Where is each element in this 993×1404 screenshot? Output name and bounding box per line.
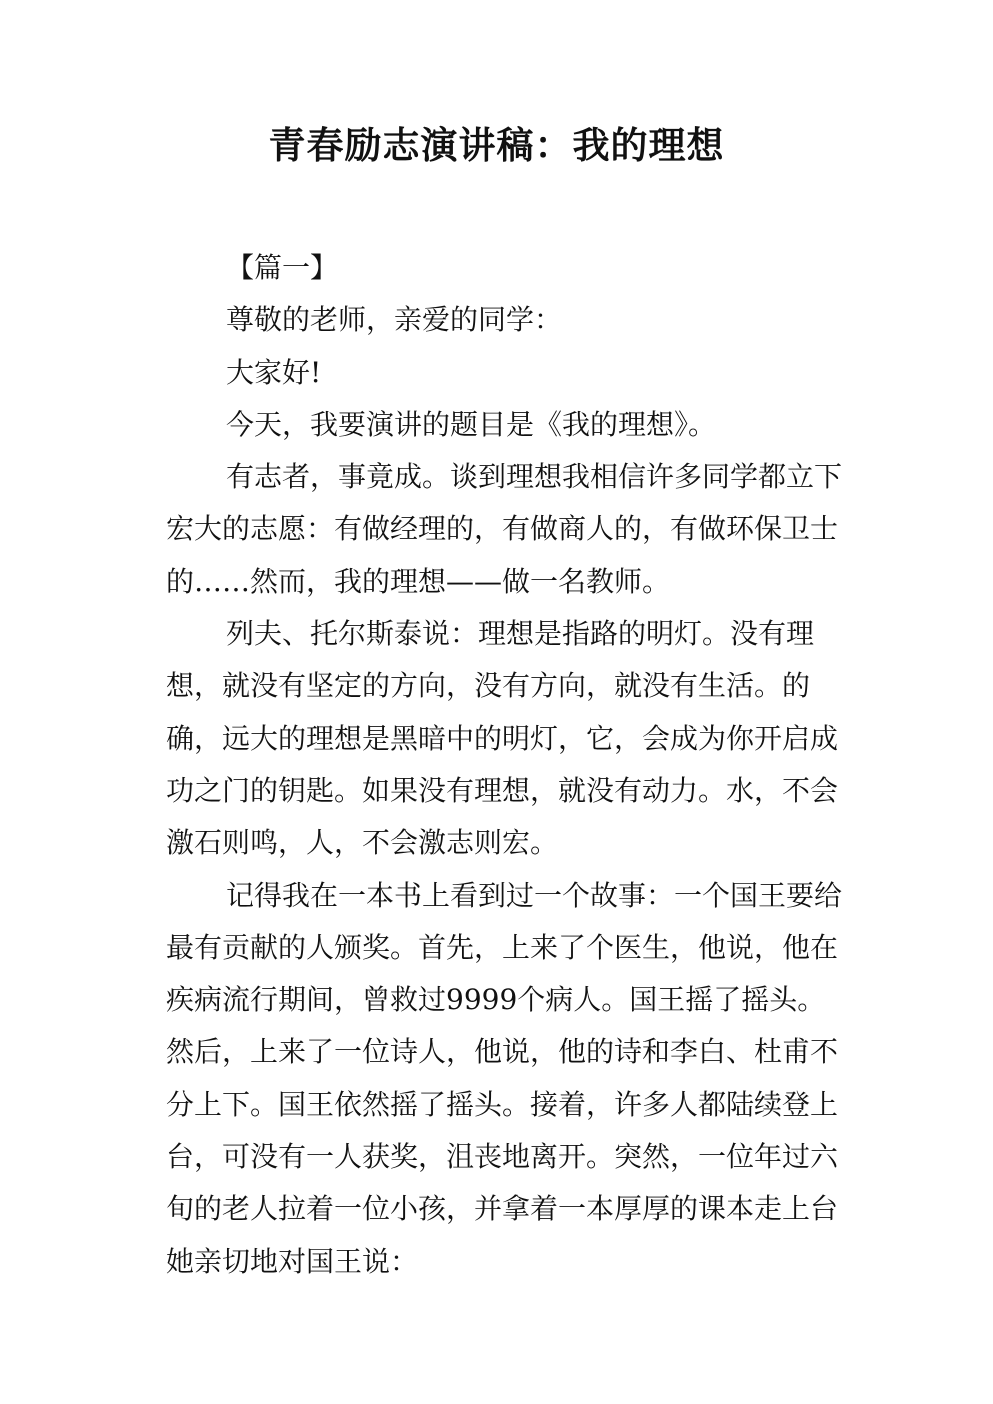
topic-paragraph: 今天，我要演讲的题目是《我的理想》。	[226, 407, 717, 441]
body-paragraph: 记得我在一本书上看到过一个故事：一个国王要给最有贡献的人颁奖。首先，上来了个医生，他说，他在疾病流行期间，曾救过9999个病人。国王摇了摇头。然后，上来了一位诗人，他说，他的诗和李白、杜甫不分上下。国王依然摇了摇头。接着，许多人都陆续登上台，可没有一人获奖，沮丧地离开。突然，一位年过六旬的老人拉着一位小孩，并拿着一本厚厚的课本走上台她亲切地对国王说：	[166, 878, 843, 1278]
body-paragraph: 有志者，事竟成。谈到理想我相信许多同学都立下宏大的志愿：有做经理的，有做商人的，有做环保卫士的……然而，我的理想——做一名教师。	[166, 460, 843, 598]
greeting-paragraph: 大家好!	[226, 355, 322, 389]
body-paragraph: 列夫、托尔斯泰说：理想是指路的明灯。没有理想，就没有坚定的方向，没有方向，就没有生活。的确，远大的理想是黑暗中的明灯，它，会成为你开启成功之门的钥匙。如果没有理想，就没有动力。水，不会激石则鸣，人，不会激志则宏。	[166, 617, 839, 860]
salutation-paragraph: 尊敬的老师，亲爱的同学：	[226, 303, 563, 337]
section-heading: 【篇一】	[226, 251, 339, 284]
document-body	[166, 242, 846, 1288]
document-title: 青春励志演讲稿：我的理想	[268, 124, 725, 167]
